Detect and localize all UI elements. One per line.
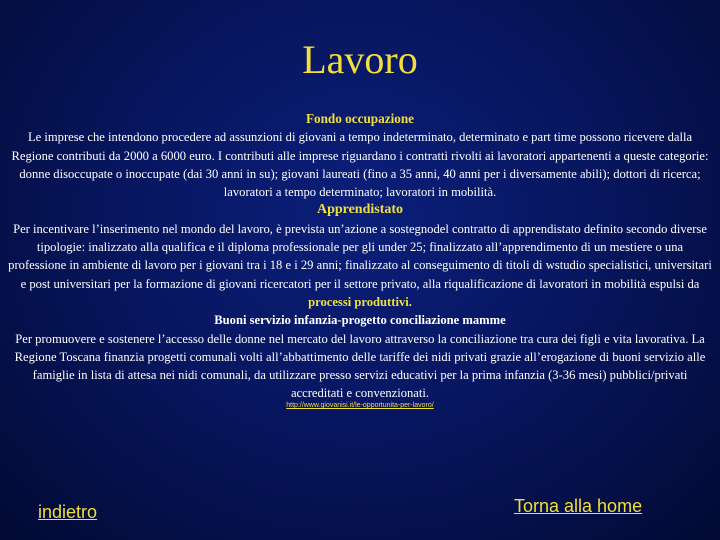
apprendistato-body: Per incentivare l’inserimento nel mondo del lavoro, è prevista un’azione a sostegnodel contratto di apprendistato definito secondo diverse tipologie: inalizzato alla qualifica e il diploma professionale per gli under 25; finalizzato all’apprendimento di un mestiere o una professione in ambiente di lavoro per i giovani tra i 18 e i 29 anni; finalizzato al conseguimento di titoli di wstudio specialistici, universitari e post universitari per la formazione di giovani ricercatori per il settore privato, alla riqualificazione di lavoratori in mobilità espulsi da [8,221,712,291]
home-link[interactable]: Torna alla home [514,496,643,516]
page-title: Lavoro [302,37,418,82]
section-text-fondo-occupazione: Le imprese che intendono procedere ad assunzioni di giovani a tempo indeterminato, determinato e part time possono ricevere dalla Regione contributi da 2000 a 6000 euro. I contributi alle imprese riguardano i contratti rivolti ai lavoratori appartenenti a queste categorie: donne disoccupate o inoccupate (dai 30 anni in su); giovani laureati (fino a 35 anni, 40 anni per i diversamente abili); dottori di ricerca; lavoratori a tempo determinato; lavoratori in mobilità. [11,130,709,200]
main-content [8,110,712,403]
section-text-apprendistato [8,220,712,311]
back-link[interactable]: indietro [38,502,98,522]
section-heading-fondo-occupazione: Fondo occupazione [305,111,415,126]
source-link[interactable]: http://www.giovanisi.it/le-opportunita-per-lavoro/ [286,402,434,409]
section-heading-buoni-servizio: Buoni servizio infanzia-progetto conciliazione mamme [214,313,506,328]
apprendistato-highlight: processi produttivi. [308,294,412,309]
section-heading-apprendistato: Apprendistato [316,202,404,218]
section-text-buoni-servizio: Per promuovere e sostenere l’accesso delle donne nel mercato del lavoro attraverso la conciliazione tra cura dei figli e vita lavorativa. La Regione Toscana finanzia progetti comunali volti all’abbattimento delle tariffe dei nidi privati grazie all’erogazione di buoni servizio alle famiglie in lista di attesa nei nidi comunali, da utilizzare presso servizi educativi per la prima infanzia (3-36 mesi) pubblici/privati accreditati e convenzionati. [14,331,706,401]
